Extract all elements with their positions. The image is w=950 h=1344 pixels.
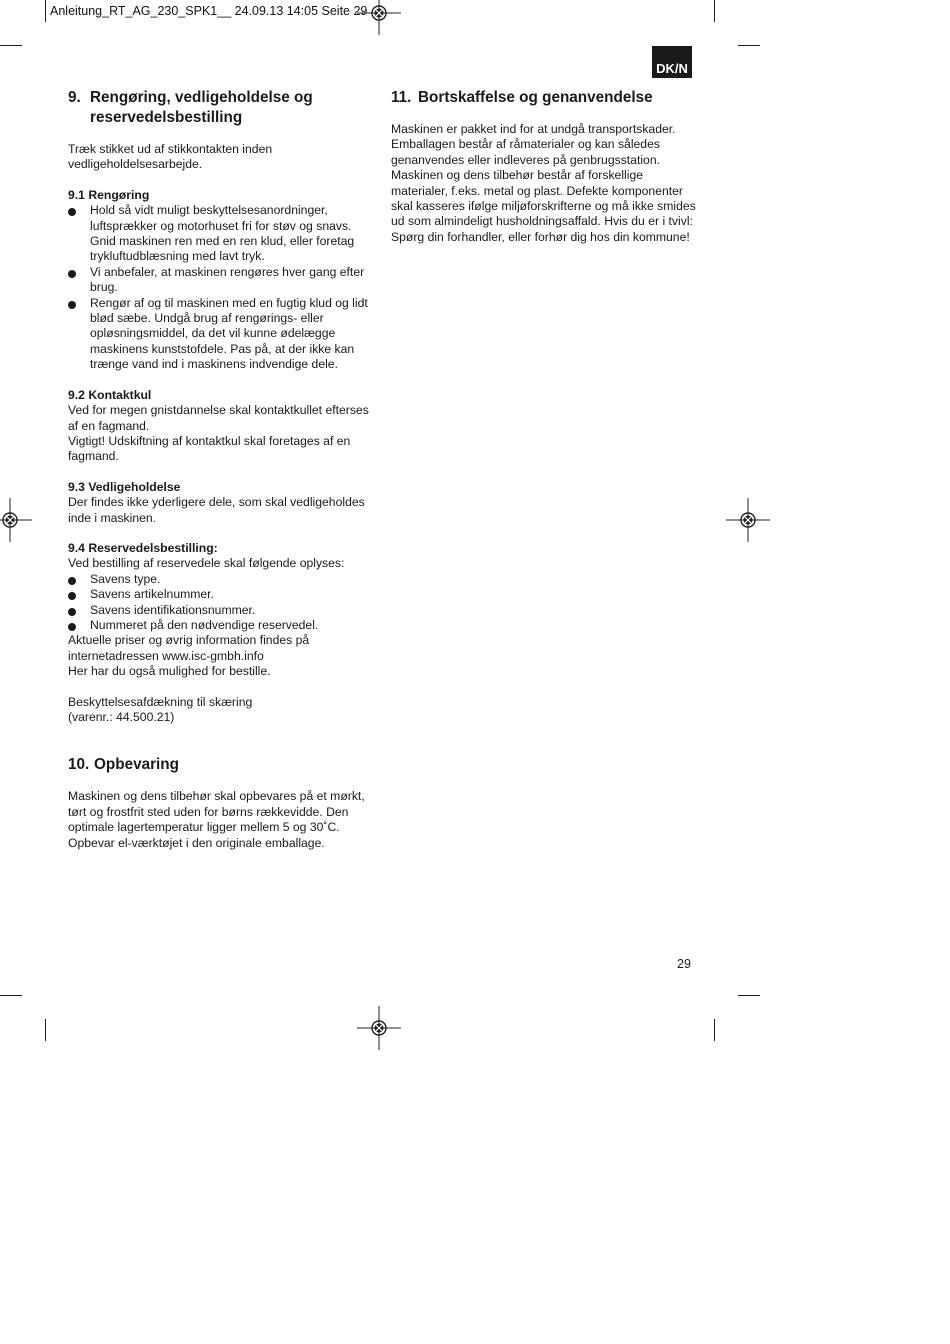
left-column xyxy=(68,88,373,851)
paragraph: Vigtigt! Udskiftning af kontaktkul skal foretages af en fagmand. xyxy=(68,433,351,464)
subheading-9-4: 9.4 Reservedelsbestilling: xyxy=(68,540,218,555)
section-title: Opbevaring xyxy=(94,756,179,774)
list-item: Rengør af og til maskinen med en fugtig klud og lidt blød sæbe. Undgå brug af rengørings- eller opløsningsmiddel, da det vil kunne ødelægge maskinens kunststofdele. Pas på, at der ikke kan trænge vand ind i maskinens indvendige dele. xyxy=(68,296,373,373)
paragraph: (varenr.: 44.500.21) xyxy=(68,710,175,724)
print-slug: Anleitung_RT_AG_230_SPK1__ 24.09.13 14:05 Seite 29 xyxy=(50,4,368,18)
crop-mark-bottom-left-h xyxy=(0,995,22,996)
right-column xyxy=(391,88,696,245)
paragraph: Beskyttelsesafdækning til skæring xyxy=(68,694,253,709)
section-number: 11. xyxy=(391,89,412,106)
paragraph: Aktuelle priser og øvrig information findes på internetadressen www.isc-gmbh.info xyxy=(68,633,310,663)
language-badge: DK/N xyxy=(652,46,692,78)
registration-mark-icon xyxy=(0,498,32,542)
section-title: Bortskaffelse og genanvendelse xyxy=(418,89,653,106)
paragraph: Der findes ikke yderligere dele, som skal vedligeholdes inde i maskinen. xyxy=(68,495,365,525)
section-title: Rengøring, vedligeholdelse og reservedelsbestilling xyxy=(90,89,313,126)
subheading-9-1: 9.1 Rengøring xyxy=(68,187,150,202)
intro-text: Træk stikket ud af stikkontakten inden vedligeholdelsesarbejde. xyxy=(68,142,273,172)
list-item: Savens artikelnummer. xyxy=(68,587,373,602)
list-item: Savens type. xyxy=(68,572,373,587)
registration-mark-icon xyxy=(726,498,770,542)
crop-mark-top-right-v xyxy=(714,0,715,22)
registration-mark-icon xyxy=(357,0,401,35)
subheading-9-3: 9.3 Vedligeholdelse xyxy=(68,479,181,494)
paragraph: Maskinen og dens tilbehør skal opbevares på et mørkt, tørt og frostfrit sted uden for børns rækkevidde. Den optimale lagertemperatur ligger mellem 5 og 30˚C. Opbevar el-værktøjet i den originale emballage. xyxy=(68,789,365,850)
list-item: Savens identifikationsnummer. xyxy=(68,603,373,618)
section-9-heading xyxy=(68,88,373,128)
crop-mark-bottom-left-v xyxy=(45,1019,46,1041)
crop-mark-top-right-h xyxy=(738,45,760,46)
paragraph: Maskinen er pakket ind for at undgå transportskader. Emballagen består af råmaterialer og kan således genanvendes eller indleveres på genbrugsstation. Maskinen og dens tilbehør består af forskellige materialer, f.eks. metal og plast. Defekte komponenter skal kasseres ifølge miljøforskrifterne og må ikke smides ud som almindeligt husholdningsaffald. Hvis du er i tvivl: Spørg din forhandler, eller forhør dig hos din kommune! xyxy=(391,122,696,244)
subheading-9-2: 9.2 Kontaktkul xyxy=(68,387,152,402)
paragraph: Her har du også mulighed for bestille. xyxy=(68,664,271,679)
page-number: 29 xyxy=(677,957,691,971)
list-item: Nummeret på den nødvendige reservedel. xyxy=(68,618,373,633)
list-item: Hold så vidt muligt beskyttelsesanordninger, luftsprækker og motorhuset fri for støv og snavs. Gnid maskinen ren med en ren klud, eller foretag trykluftudblæsning med lavt tryk. xyxy=(68,203,373,265)
paragraph: Ved bestilling af reservedele skal følgende oplyses: xyxy=(68,556,345,571)
crop-mark-bottom-right-h xyxy=(738,995,760,996)
paragraph: Ved for megen gnistdannelse skal kontaktkullet efterses af en fagmand. xyxy=(68,403,369,433)
cleaning-list xyxy=(68,203,373,372)
section-11-heading xyxy=(391,88,696,108)
list-item: Vi anbefaler, at maskinen rengøres hver gang efter brug. xyxy=(68,265,373,296)
crop-mark-top-left-h xyxy=(0,45,22,46)
spare-parts-list xyxy=(68,572,373,634)
registration-mark-icon xyxy=(357,1006,401,1050)
section-10-heading xyxy=(68,755,373,775)
crop-mark-top-left-v xyxy=(45,0,46,22)
section-number: 10. xyxy=(68,756,90,774)
section-number: 9. xyxy=(68,89,81,106)
crop-mark-bottom-right-v xyxy=(714,1019,715,1041)
